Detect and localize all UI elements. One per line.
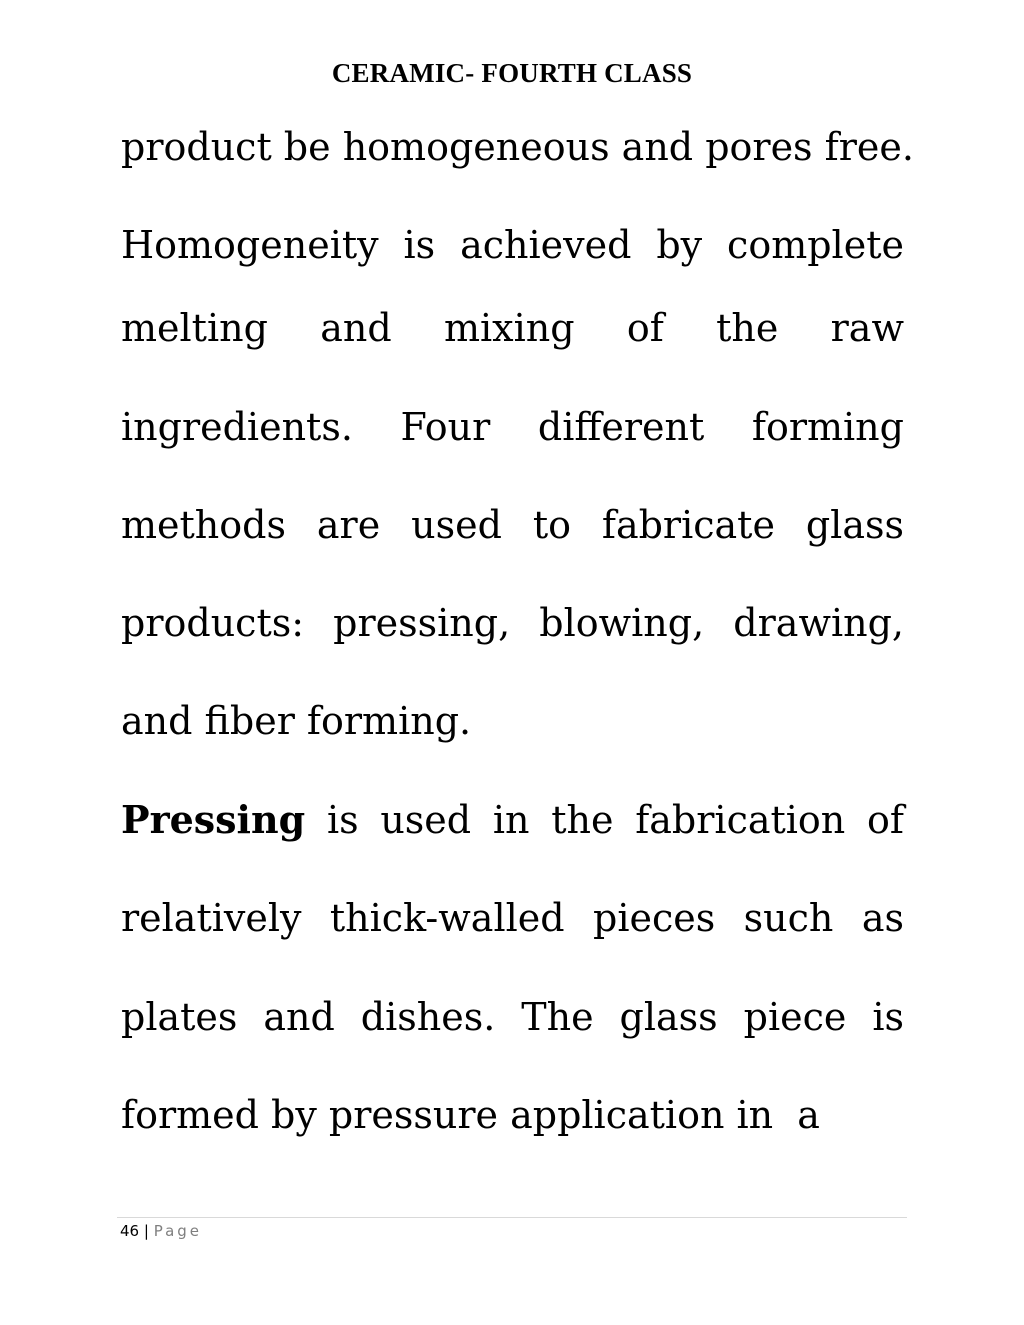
word: Homogeneity [121, 223, 379, 267]
page-number: 46 [120, 1222, 140, 1240]
word: pressing, [333, 601, 511, 645]
word: in [492, 798, 530, 842]
word: of [626, 306, 664, 350]
bold-term-pressing: Pressing [121, 797, 306, 842]
word: by [656, 223, 703, 267]
text-line-6 [121, 598, 904, 648]
word: is [403, 223, 436, 267]
text-line-11: formed by pressure application in a [121, 1093, 820, 1137]
word: achieved [460, 223, 632, 267]
word: ingredients. [121, 405, 353, 449]
word: plates [121, 995, 238, 1039]
word: complete [727, 223, 904, 267]
word: the [551, 798, 614, 842]
word: as [861, 896, 904, 940]
word: relatively [121, 896, 302, 940]
word: different [537, 405, 705, 449]
word: mixing [443, 306, 575, 350]
text-line-8 [121, 795, 904, 845]
word: Four [400, 405, 491, 449]
word: of [867, 798, 904, 842]
footer-separator: | [143, 1222, 149, 1240]
word: piece [743, 995, 847, 1039]
word: glass [805, 503, 904, 547]
footer-divider [117, 1217, 907, 1218]
text-line-5 [121, 500, 904, 550]
text-line-2 [121, 220, 904, 270]
word: melting [121, 306, 268, 350]
word: blowing, [539, 601, 705, 645]
page-header: CERAMIC- FOURTH CLASS [331, 58, 693, 88]
text-line-7: and fiber forming. [121, 699, 472, 743]
text-line-9 [121, 893, 904, 943]
word: pieces [593, 896, 716, 940]
page-footer [120, 1222, 202, 1240]
word: is [326, 798, 359, 842]
word: products: [121, 601, 305, 645]
text-line-10 [121, 992, 904, 1042]
word: forming [751, 405, 904, 449]
word: and [263, 995, 335, 1039]
word: used [411, 503, 502, 547]
word: is [872, 995, 904, 1039]
word: methods [121, 503, 286, 547]
word: such [743, 896, 834, 940]
page-label: Page [153, 1222, 203, 1240]
text-line-3 [121, 303, 904, 353]
word: fabricate [601, 503, 775, 547]
word: the [716, 306, 779, 350]
word: glass [619, 995, 718, 1039]
word: used [380, 798, 472, 842]
word: and [320, 306, 392, 350]
word: drawing, [733, 601, 904, 645]
word: fabrication [635, 798, 846, 842]
word: The [521, 995, 594, 1039]
word: to [532, 503, 571, 547]
word: thick-walled [329, 896, 565, 940]
word: raw [830, 306, 904, 350]
word: dishes. [360, 995, 496, 1039]
word: are [316, 503, 381, 547]
text-line-1: product be homogeneous and pores free. [121, 125, 914, 169]
text-line-4 [121, 402, 904, 452]
